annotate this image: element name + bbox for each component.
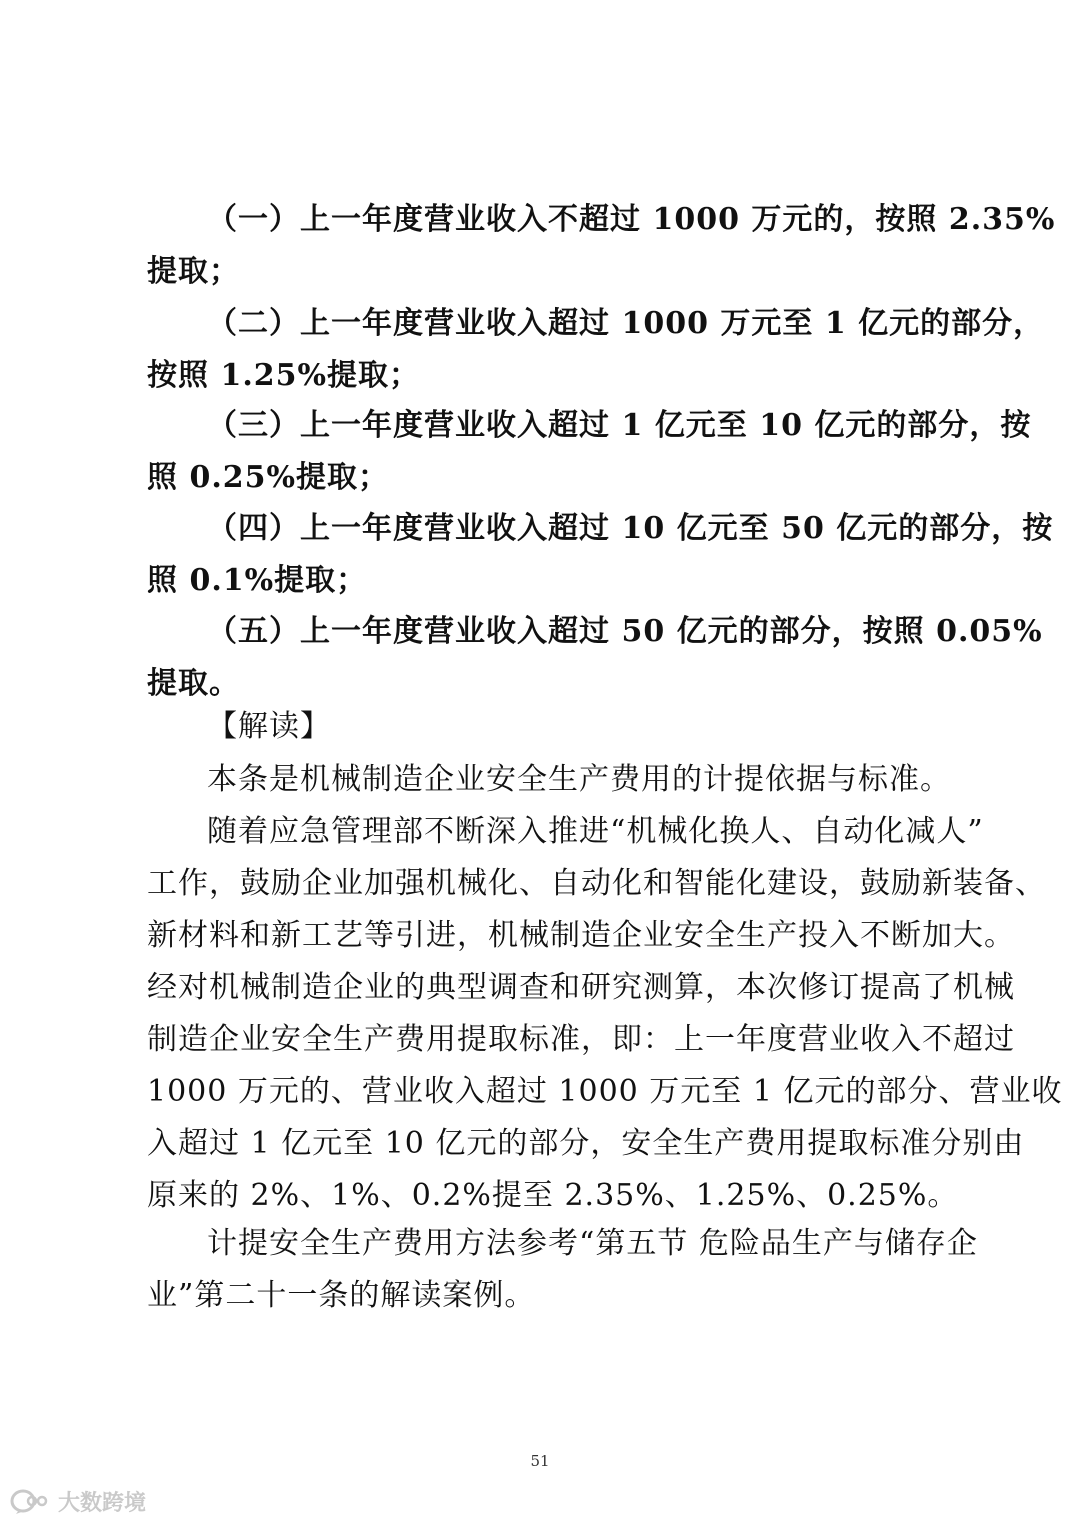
paragraph-2-line: 制造企业安全生产费用提取标准，即：上一年度营业收入不超过 xyxy=(147,1022,1015,1057)
paragraph-2-line: 入超过 1 亿元至 10 亿元的部分，安全生产费用提取标准分别由 xyxy=(147,1126,1025,1161)
paragraph-2 xyxy=(147,806,1063,1222)
item-3-line-1: （三）上一年度营业收入超过 1 亿元至 10 亿元的部分，按 xyxy=(207,408,1032,443)
item-5 xyxy=(147,606,1043,710)
paragraph-2-line: 新材料和新工艺等引进，机械制造企业安全生产投入不断加大。 xyxy=(147,918,1015,953)
paragraph-2-line: 工作，鼓励企业加强机械化、自动化和智能化建设，鼓励新装备、 xyxy=(147,866,1046,901)
item-5-line-1: （五）上一年度营业收入超过 50 亿元的部分，按照 0.05% xyxy=(207,614,1043,649)
page-number: 51 xyxy=(530,1452,550,1470)
logo-icon xyxy=(10,1488,52,1514)
paragraph-3 xyxy=(147,1218,978,1322)
item-2-line-1: （二）上一年度营业收入超过 1000 万元至 1 亿元的部分， xyxy=(207,306,1045,341)
item-3-line-2: 照 0.25%提取； xyxy=(147,460,390,495)
watermark-text: 大数跨境 xyxy=(58,1490,147,1516)
paragraph-2-line: 经对机械制造企业的典型调查和研究测算，本次修订提高了机械 xyxy=(147,970,1015,1005)
paragraph-3-line: 计提安全生产费用方法参考“第五节 危险品生产与储存企 xyxy=(207,1226,978,1261)
item-3 xyxy=(147,400,1032,504)
item-1-line-1: （一）上一年度营业收入不超过 1000 万元的，按照 2.35% xyxy=(207,202,1056,237)
item-1-line-2: 提取； xyxy=(147,254,240,289)
item-4-line-1: （四）上一年度营业收入超过 10 亿元至 50 亿元的部分，按 xyxy=(207,511,1054,546)
item-4-line-2: 照 0.1%提取； xyxy=(147,563,368,598)
paragraph-2-line: 1000 万元的、营业收入超过 1000 万元至 1 亿元的部分、营业收 xyxy=(147,1074,1063,1109)
item-4 xyxy=(147,503,1054,607)
item-1 xyxy=(147,194,1056,298)
paragraph-2-line: 随着应急管理部不断深入推进“机械化换人、自动化减人” xyxy=(207,814,984,849)
interpretation-heading: 【解读】 xyxy=(207,709,331,744)
paragraph-2-line: 原来的 2%、1%、0.2%提至 2.35%、1.25%、0.25%。 xyxy=(147,1178,959,1213)
item-2-line-2: 按照 1.25%提取； xyxy=(147,358,421,393)
item-2 xyxy=(147,298,1045,402)
watermark xyxy=(10,1486,146,1516)
paragraph-1: 本条是机械制造企业安全生产费用的计提依据与标准。 xyxy=(207,762,951,797)
paragraph-3-line: 业”第二十一条的解读案例。 xyxy=(147,1278,536,1313)
item-5-line-2: 提取。 xyxy=(147,666,240,701)
